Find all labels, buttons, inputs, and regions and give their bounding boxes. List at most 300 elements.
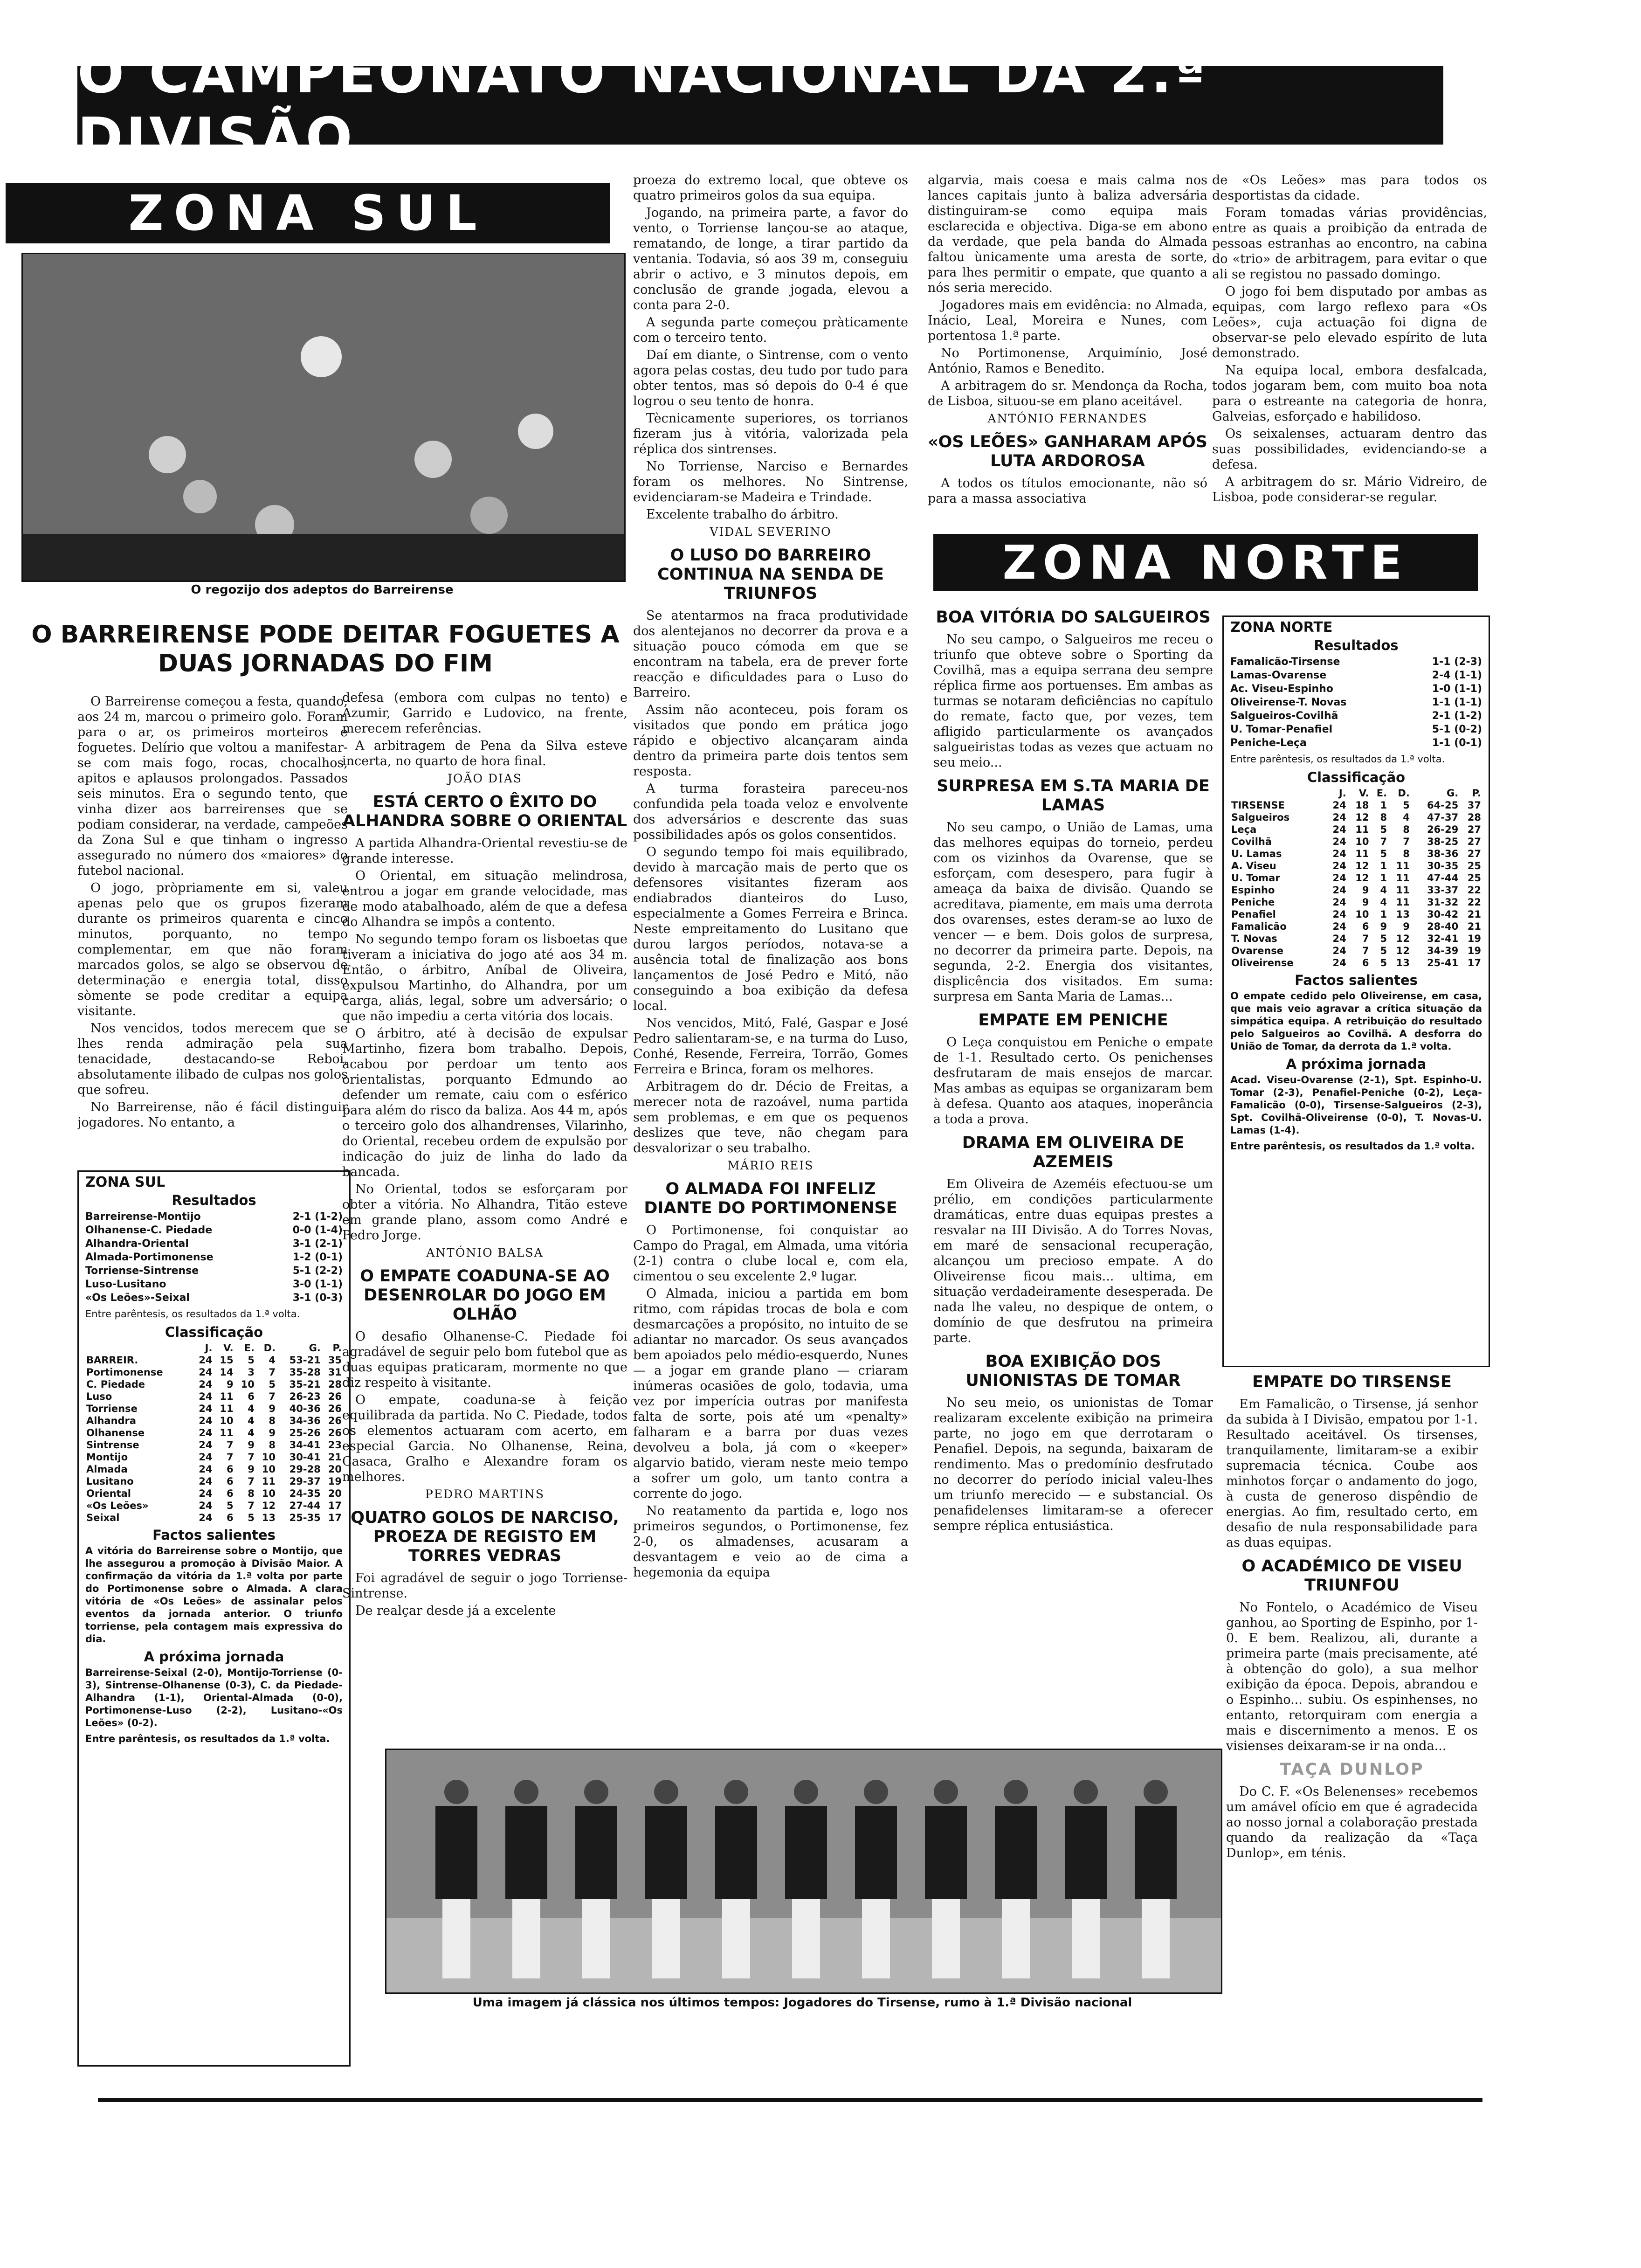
match-teams: Alhandra-Oriental [85, 1238, 189, 1250]
match-score: 2-1 (1-2) [292, 1211, 343, 1223]
table-cell: 9 [248, 1439, 255, 1451]
table-cell: 6 [227, 1476, 234, 1487]
table-cell: «Os Leões» [86, 1500, 149, 1511]
player-body-icon [1065, 1806, 1107, 1899]
table-cell: 12 [1396, 933, 1410, 944]
table-cell: 4 [1403, 812, 1410, 823]
classification-title: Classificação [1307, 769, 1406, 785]
paragraph: No Torriense, Narciso e Bernardes foram os melhores. No Sintrense, evidenciaram-se Madeira e Trindade. [633, 459, 908, 505]
table-cell: 5 [227, 1500, 234, 1511]
table-cell: 24 [1332, 836, 1346, 847]
table-cell: T. Novas [1231, 933, 1277, 944]
table-cell: 64-25 [1427, 800, 1459, 811]
match-score: 1-1 (1-1) [1432, 697, 1482, 708]
table-cell: 1 [1380, 860, 1387, 871]
result-row [85, 1210, 343, 1224]
header-cell: V. [223, 1342, 234, 1354]
peniche-headline: EMPATE EM PENICHE [978, 1011, 1168, 1030]
table-cell: 4 [1380, 897, 1387, 908]
table-cell: 7 [1380, 836, 1387, 847]
table-cell: 29-37 [289, 1476, 321, 1487]
table-cell: BARREIR. [86, 1355, 138, 1366]
match-score: 5-1 (0-2) [1432, 724, 1482, 735]
table-cell: 3 [248, 1367, 255, 1378]
next-round-note: Entre parêntesis, os resultados da 1.ª volta. [1230, 1141, 1475, 1152]
result-row [1230, 723, 1482, 736]
result-row [1230, 682, 1482, 696]
paragraph: O Barreirense começou a festa, quando, aos 24 m, marcou o primeiro golo. Foram para o ar, os primeiros morteiros e foguetes. Delírio que voltou a manifestar-se com mais fogo, rocas, chocalhos, apitos e aplausos prolongados. Passados seis minutos. Era o segundo tento, que vinha dizer aos barreirenses que se podiam considerar, na verdade, campeões da Zona Sul e que tinham o ingresso assegurado no número dos «maiores» do futebol nacional. [77, 694, 348, 878]
table-cell: 24 [199, 1439, 213, 1451]
table-cell: 12 [1355, 872, 1369, 884]
table-cell: 6 [227, 1464, 234, 1475]
table-cell: 24 [199, 1367, 213, 1378]
table-cell: 1 [1380, 909, 1387, 920]
table-cell: A. Viseu [1231, 860, 1276, 871]
match-teams: Lamas-Ovarense [1230, 670, 1327, 681]
table-cell: 24 [1332, 921, 1346, 932]
table-cell: 11 [1355, 824, 1369, 835]
table-cell: 4 [248, 1427, 255, 1438]
tirsense-team-photo [385, 1749, 1222, 1994]
results-title: Resultados [1314, 637, 1399, 653]
almada-headline: O ALMADA FOI INFELIZ DIANTE DO PORTIMONENSE [644, 1180, 897, 1217]
table-cell: 24 [1332, 824, 1346, 835]
table-cell: 5 [1380, 945, 1387, 956]
box-title: ZONA NORTE [1230, 619, 1333, 636]
table-cell: 27 [1467, 848, 1481, 859]
table-cell: Espinho [1231, 885, 1275, 896]
table-cell: 24 [199, 1415, 213, 1426]
table-cell: 12 [1355, 812, 1369, 823]
table-cell: 8 [248, 1488, 255, 1499]
table-cell: U. Tomar [1231, 872, 1280, 884]
header-cell: D. [263, 1342, 276, 1354]
paragraph: Se atentarmos na fraca produtividade dos alentejanos no decorrer da prova e a situação pouco cómoda em que se encontram na tabela, era de prever forte reacção e dificuldades para o Luso do Barreiro. [633, 608, 908, 700]
table-cell: Luso [86, 1391, 112, 1402]
paragraph: Excelente trabalho do árbitro. [646, 507, 839, 522]
table-cell: Sintrense [86, 1439, 139, 1451]
table-cell: 6 [248, 1391, 255, 1402]
paragraph: Foram tomadas várias providências, entre as quais a proibição da entrada de pessoas estranhas ao encontro, na cabina do «trio» de arbitragem, para evitar o que ali se registou no passado domingo. [1212, 206, 1487, 282]
header-cell: J. [205, 1342, 213, 1354]
table-cell: 7 [269, 1391, 276, 1402]
zona-norte-banner: ZONA NORTE [933, 534, 1478, 591]
table-cell: 24 [199, 1512, 213, 1523]
player-legs-icon [652, 1899, 680, 1978]
table-cell: 6 [1362, 921, 1369, 932]
table-cell: 13 [1396, 909, 1410, 920]
header-cell: P. [332, 1342, 342, 1354]
table-cell: Penafiel [1231, 909, 1276, 920]
table-cell: 11 [262, 1476, 276, 1487]
match-teams: Barreirense-Montijo [85, 1211, 201, 1223]
header-cell: V. [1358, 788, 1369, 799]
table-cell: TIRSENSE [1231, 800, 1285, 811]
table-cell: 20 [328, 1464, 342, 1475]
table-row [1230, 836, 1482, 848]
table-cell: Oriental [86, 1488, 131, 1499]
table-cell: 37 [1467, 800, 1481, 811]
paragraph: O Oriental, em situação melindrosa, entrou a jogar em grande velocidade, mas de modo atabalhoado, além de que a defesa do Alhandra se impôs a contento. [342, 869, 627, 929]
player-legs-icon [792, 1899, 820, 1978]
table-cell: 10 [1355, 836, 1369, 847]
table-row [1230, 811, 1482, 823]
table-cell: 24 [199, 1476, 213, 1487]
table-cell: 34-36 [289, 1415, 321, 1426]
player-body-icon [785, 1806, 827, 1899]
player-body-icon [855, 1806, 897, 1899]
paragraph: O Almada, iniciou a partida em bom ritmo, com rápidas trocas de bola e com desmarcações a propósito, no intuito de se adiantar no marcador. Os seus avançados bem apoiados pelo médio-esquerdo, Nunes — a jogar em grande plano — criaram inúmeras ocasiões de golo, todavia, uma vez por imperícia outras por manifesta falta de sorte, pois até um «penalty» falharam e a barra por duas vezes devolveu a bola, já com o «keeper» algarvio batido, vieram neste meio tempo a sofrer um golo, um tanto contra a corrente do jogo. [633, 1286, 908, 1501]
table-cell: 9 [1380, 921, 1387, 932]
results-note: Entre parêntesis, os resultados da 1.ª volta. [1230, 754, 1445, 765]
paragraph: Jogadores mais em evidência: no Almada, Inácio, Leal, Moreira e Nunes, com portentosa 1.ª parte. [928, 298, 1207, 343]
table-cell: 17 [1467, 957, 1481, 968]
table-cell: 11 [1396, 872, 1410, 884]
header-cell: P. [1472, 788, 1481, 799]
table-cell: 19 [1467, 945, 1481, 956]
table-cell: 11 [220, 1403, 234, 1414]
table-cell: 24 [1332, 848, 1346, 859]
match-teams: Ac. Viseu-Espinho [1230, 683, 1333, 695]
table-cell: 5 [1403, 800, 1410, 811]
paragraph: O Portimonense, foi conquistar ao Campo do Pragal, em Almada, uma vitória (2-1) contra o clube local e, com ela, cimentou o seu excelente 2.º lugar. [633, 1223, 908, 1284]
next-round-note: Entre parêntesis, os resultados da 1.ª volta. [85, 1733, 330, 1744]
sul-column-2 [342, 690, 627, 1730]
table-cell: 24 [199, 1355, 213, 1366]
table-cell: 11 [1396, 897, 1410, 908]
table-cell: Ovarense [1231, 945, 1284, 956]
table-row [1230, 860, 1482, 872]
table-cell: 5 [248, 1355, 255, 1366]
barreirense-headline: O BARREIRENSE PODE DEITAR FOGUETES A DUAS JORNADAS DO FIM [31, 621, 620, 678]
table-row [85, 1439, 343, 1451]
match-score: 1-2 (0-1) [292, 1252, 343, 1263]
team-players-icon [386, 1750, 1221, 1992]
zona-sul-results-box [77, 1170, 351, 2067]
results-list [85, 1210, 343, 1305]
table-cell: 24 [1332, 800, 1346, 811]
paragraph: A arbitragem do sr. Mário Vidreiro, de Lisboa, pode considerar-se regular. [1212, 475, 1487, 505]
result-row [85, 1237, 343, 1251]
taca-dunlop-headline: TAÇA DUNLOP [1280, 1760, 1424, 1779]
table-cell: 7 [1362, 945, 1369, 956]
byline: VIDAL SEVERINO [710, 525, 832, 539]
result-row [1230, 736, 1482, 750]
paragraph: O jogo foi bem disputado por ambas as equipas, com largo reflexo para «Os Leões», cuja actuação foi digna de observar-se pelo elevado espírito de luta demonstrado. [1212, 284, 1487, 360]
table-cell: 26-29 [1427, 824, 1459, 835]
torres-vedras-headline: QUATRO GOLOS DE NARCISO, PROEZA DE REGISTO EM TORRES VEDRAS [351, 1508, 619, 1565]
paragraph: de «Os Leões» mas para todos os desportistas da cidade. [1212, 173, 1487, 203]
table-cell: 34-41 [289, 1439, 321, 1451]
table-cell: Salgueiros [1231, 812, 1290, 823]
match-teams: U. Tomar-Penafiel [1230, 724, 1333, 735]
facts-title: Factos salientes [152, 1527, 276, 1543]
table-cell: 26-23 [289, 1391, 321, 1402]
match-teams: Famalicão-Tirsense [1230, 656, 1340, 668]
table-cell: 23 [328, 1439, 342, 1451]
table-cell: 24 [1332, 957, 1346, 968]
table-cell: 35 [328, 1355, 342, 1366]
table-cell: 7 [227, 1439, 234, 1451]
table-row [1230, 920, 1482, 933]
table-header [1230, 787, 1482, 799]
paragraph: Nos vencidos, todos merecem que se lhes renda admiração pela sua tenacidade, destacando-se Reboi, absolutamente ilibado de culpas nos golos que sofreu. [77, 1021, 348, 1097]
table-cell: 12 [1355, 860, 1369, 871]
player-legs-icon [512, 1899, 540, 1978]
result-row [1230, 669, 1482, 682]
table-cell: 24 [1332, 872, 1346, 884]
table-cell: 19 [328, 1476, 342, 1487]
table-cell: 7 [227, 1452, 234, 1463]
table-header [85, 1342, 343, 1354]
paragraph: No seu meio, os unionistas de Tomar realizaram excelente exibição na primeira parte, no jogo em que derrotaram o Penafiel. Depois, na segunda, baixaram de rendimento. Mas o predomínio desfrutado no decorrer do período inicial valeu-lhes um triunfo merecido — e substancial. Os penafidelenses limitaram-se a oferecer sempre réplica entusiástica. [933, 1396, 1213, 1533]
table-cell: 35-21 [289, 1379, 321, 1390]
match-score: 0-0 (1-4) [292, 1224, 343, 1236]
table-cell: 25 [1467, 860, 1481, 871]
paragraph: No reatamento da partida e, logo nos primeiros segundos, o Portimonense, fez 2-0, os almadenses, acusaram a desvantagem e veio ao de cima a hegemonia da equipa [633, 1504, 908, 1580]
player-head-icon [654, 1780, 678, 1804]
table-cell: 24 [1332, 945, 1346, 956]
player-legs-icon [1072, 1899, 1100, 1978]
table-cell: 28 [1467, 812, 1481, 823]
match-score: 2-4 (1-1) [1432, 670, 1482, 681]
table-cell: 5 [1380, 824, 1387, 835]
next-round-text: Acad. Viseu-Ovarense (2-1), Spt. Espinho-U. Tomar (2-3), Penafiel-Peniche (0-2), Leça-Famalicão (0-0), Tirsense-Salgueiros (2-3), Spt. Covilhã-Oliveirense (0-0), T. Novas-U. Lamas (1-4). [1230, 1074, 1482, 1136]
table-cell: 12 [262, 1500, 276, 1511]
table-cell: 26 [328, 1391, 342, 1402]
paragraph: No Barreirense, não é fácil distinguir jogadores. No entanto, a [77, 1100, 348, 1130]
paragraph: Na equipa local, embora desfalcada, todos jogaram bem, com muito boa nota para o estreante na categoria de honra, Galveias, esforçado e habilidoso. [1212, 363, 1487, 424]
table-cell: Oliveirense [1231, 957, 1294, 968]
table-row [1230, 872, 1482, 884]
table-cell: 25-35 [289, 1512, 321, 1523]
table-cell: 7 [248, 1476, 255, 1487]
paragraph: Tècnicamente superiores, os torrianos fizeram jus à vitória, valorizada pela réplica dos sintrenses. [633, 411, 908, 456]
paragraph: O empate, coaduna-se à feição equilibrada da partida. No C. Piedade, todos os elementos actuaram com acerto, em especial Garcia. No Olhanense, Reina, Casaca, Gralho e Alexandre foram os melhores. [342, 1393, 627, 1484]
byline: ANTÓNIO BALSA [426, 1246, 544, 1259]
paragraph: No seu campo, o União de Lamas, uma das melhores equipas do torneio, perdeu com os vizinhos da Ovarense, que se esforçam, com desespero, para fugir à ameaça da baixa de divisão. Quando se acreditava, piamente, em mais uma derrota dos ovarenses, estes deram-se ao luxo de vencer — e bem. Dois golos de surpresa, no decorrer da primeira parte. Depois, na segunda, 2-2. Energia dos visitantes, displicência dos visitados. Em suma: surpresa em Santa Maria de Lamas... [933, 820, 1213, 1004]
paragraph: O árbitro, até à decisão de expulsar Martinho, fizera bom trabalho. Depois, acabou por perdoar um tento aos orientalistas, porquanto Edmundo ao defender um remate, caiu com o esférico para além do risco da baliza. Aos 44 m, após o terceiro golo dos alhandrenses, Vilarinho, do Oriental, recebeu ordem de expulsão por indicação do juiz de linha do lado da bancada. [342, 1026, 627, 1179]
table-cell: 24 [1332, 812, 1346, 823]
result-row [85, 1251, 343, 1264]
table-cell: 17 [328, 1512, 342, 1523]
results-note: Entre parêntesis, os resultados da 1.ª volta. [85, 1308, 300, 1320]
table-cell: 29-28 [289, 1464, 321, 1475]
table-row [85, 1427, 343, 1439]
norte-column-1 [933, 602, 1213, 1735]
table-cell: 13 [262, 1512, 276, 1523]
table-cell: 35-28 [289, 1367, 321, 1378]
result-row [85, 1224, 343, 1237]
next-round-title: A próxima jornada [144, 1649, 284, 1665]
table-cell: 40-36 [289, 1403, 321, 1414]
table-cell: 32-41 [1427, 933, 1459, 944]
table-row [85, 1366, 343, 1378]
table-cell: 9 [1362, 897, 1369, 908]
table-cell: 24 [199, 1427, 213, 1438]
paragraph: No seu campo, o Salgueiros me receu o triunfo que obteve sobre o Sporting da Covilhã, mas a equipa serrana deu sempre réplica firme aos portuenses. Em ambas as turmas se notaram deficiências no capítulo do remate, facto que, por vezes, tem afligido particularmente os avançados salgueiristas todas as vezes que actuam no seu meio... [933, 632, 1213, 770]
table-row [1230, 848, 1482, 860]
classification-table [1230, 787, 1482, 969]
table-row [1230, 908, 1482, 920]
table-cell: 26 [328, 1427, 342, 1438]
table-cell: Covilhã [1231, 836, 1272, 847]
tomar-headline: BOA EXIBIÇÃO DOS UNIONISTAS DE TOMAR [965, 1352, 1181, 1390]
crowd-photo-icon [23, 254, 624, 581]
table-cell: 1 [1380, 872, 1387, 884]
table-cell: 5 [269, 1379, 276, 1390]
table-cell: 11 [220, 1391, 234, 1402]
table-cell: 31 [328, 1367, 342, 1378]
table-cell: 24 [1332, 860, 1346, 871]
table-cell: 24 [199, 1379, 213, 1390]
table-cell: Famalicão [1231, 921, 1287, 932]
table-cell: 24 [199, 1403, 213, 1414]
table-cell: Montijo [86, 1452, 128, 1463]
paragraph: O segundo tempo foi mais equilibrado, devido à marcação mais de perto que os defensores visitantes fizeram aos endiabrados dianteiros do Luso, especialmente a Gomes Ferreira e Brinca. Neste empreitamento do Lusitano que durou largos períodos, notava-se a ausência total de finalização aos bons lançamentos de José Pedro e Mitó, não conseguindo a boa exibição da defesa local. [633, 845, 908, 1013]
player-head-icon [1004, 1780, 1028, 1804]
match-score: 3-1 (2-1) [292, 1238, 343, 1250]
table-row [1230, 933, 1482, 945]
table-cell: 15 [220, 1355, 234, 1366]
classification-title: Classificação [165, 1324, 263, 1340]
table-cell: 24-35 [289, 1488, 321, 1499]
table-cell: Torriense [86, 1403, 138, 1414]
player-body-icon [575, 1806, 617, 1899]
lamas-headline: SURPRESA EM S.TA MARIA DE LAMAS [937, 777, 1210, 815]
result-row [1230, 709, 1482, 723]
player-body-icon [435, 1806, 477, 1899]
table-cell: 6 [1362, 957, 1369, 968]
player-head-icon [934, 1780, 958, 1804]
fans-celebration-photo [21, 253, 626, 582]
match-teams: «Os Leões»-Seixal [85, 1292, 190, 1304]
table-cell: 30-41 [289, 1452, 321, 1463]
paragraph: Daí em diante, o Sintrense, com o vento agora pelas costas, deu tudo por tudo para obter tentos, mas só depois do 0-4 é que logrou o seu tento de honra. [633, 348, 908, 408]
table-row [85, 1487, 343, 1500]
table-cell: 1 [1380, 800, 1387, 811]
table-cell: 53-21 [289, 1355, 321, 1366]
table-cell: 5 [1380, 957, 1387, 968]
match-teams: Salgueiros-Covilhã [1230, 710, 1338, 722]
table-cell: 11 [1396, 885, 1410, 896]
player-head-icon [444, 1780, 469, 1804]
table-cell: U. Lamas [1231, 848, 1282, 859]
table-cell: 7 [248, 1500, 255, 1511]
player-body-icon [925, 1806, 967, 1899]
facts-title: Factos salientes [1295, 972, 1418, 988]
table-cell: C. Piedade [86, 1379, 145, 1390]
match-score: 1-1 (2-3) [1432, 656, 1482, 668]
table-cell: 26 [328, 1403, 342, 1414]
norte-column-2 [1226, 1366, 1478, 2010]
table-cell: 10 [262, 1464, 276, 1475]
tirsense-headline: EMPATE DO TIRSENSE [1252, 1373, 1452, 1391]
table-cell: 9 [248, 1464, 255, 1475]
table-cell: 38-25 [1427, 836, 1459, 847]
player-legs-icon [722, 1899, 750, 1978]
table-cell: 47-37 [1427, 812, 1459, 823]
table-cell: 34-39 [1427, 945, 1459, 956]
result-row [85, 1291, 343, 1305]
table-row [85, 1378, 343, 1390]
facts-text: A vitória do Barreirense sobre o Montijo, que lhe assegurou a promoção à Divisão Maior. A confirmação da vitória da 1.ª volta por parte do Portimonense sobre o Almada. A clara vitória de «Os Leões» de assinalar pelos eventos da jornada anterior. O triunfo torriense, pela contagem mais expressiva do dia. [85, 1545, 343, 1645]
sul-column-5 [1212, 173, 1487, 527]
match-teams: Almada-Portimonense [85, 1252, 214, 1263]
box-title: ZONA SUL [85, 1174, 165, 1190]
leoes-headline: «OS LEÕES» GANHARAM APÓS LUTA ARDOROSA [928, 433, 1207, 470]
zona-sul-banner: ZONA SUL [6, 183, 610, 243]
barreirense-article [77, 694, 348, 1165]
table-cell: 12 [1396, 945, 1410, 956]
player-head-icon [864, 1780, 888, 1804]
table-cell: 9 [269, 1427, 276, 1438]
table-row [85, 1390, 343, 1403]
match-score: 1-0 (1-1) [1432, 683, 1482, 695]
table-cell: 9 [227, 1379, 234, 1390]
paragraph: Em Oliveira de Azeméis efectuou-se um prélio, em condições particularmente dramáticas, entre duas equipas prestes a resvalar na III Divisão. A do Torres Novas, em maré de sensacional recuperação, alcançou um precioso empate. A do Oliveirense ficou mais... ultima, em situação verdadeiramente desesperada. De nada lhe valeu, no despique de ontem, o domínio de que desfrutou na primeira parte. [933, 1177, 1213, 1345]
table-row [85, 1403, 343, 1415]
alhandra-headline: ESTÁ CERTO O ÊXITO DO ALHANDRA SOBRE O ORIENTAL [342, 793, 627, 830]
table-cell: Almada [86, 1464, 128, 1475]
table-cell: 4 [1380, 885, 1387, 896]
table-cell: 6 [227, 1488, 234, 1499]
table-cell: 28 [328, 1379, 342, 1390]
next-round-text: Barreirense-Seixal (2-0), Montijo-Torriense (0-3), Sintrense-Olhanense (0-3), C. da Piedade-Alhandra (1-1), Oriental-Almada (0-0), Portimonense-Luso (2-2), Lusitano-«Os Leões» (0-2). [85, 1667, 343, 1729]
byline: MÁRIO REIS [727, 1159, 814, 1172]
table-cell: 14 [220, 1367, 234, 1378]
table-row [85, 1354, 343, 1366]
table-row [1230, 957, 1482, 969]
table-cell: 25 [1467, 872, 1481, 884]
table-cell: 24 [199, 1464, 213, 1475]
table-cell: 24 [1332, 897, 1346, 908]
header-cell: J. [1338, 788, 1346, 799]
sul-column-4 [928, 173, 1207, 527]
facts-text: O empate cedido pelo Oliveirense, em casa, que mais veio agravar a crítica situação da simpática equipa. A retribuição do resultado pelo Salgueiros ao Covilhã. A desforra do União de Tomar, da derrota da 1.ª volta. [1230, 990, 1482, 1052]
byline: ANTÓNIO FERNANDES [987, 412, 1148, 425]
player-head-icon [1144, 1780, 1168, 1804]
classification-table [85, 1342, 343, 1524]
paragraph: No Oriental, todos se esforçaram por obter a vitória. No Alhandra, Titão esteve em grande plano, assom como André e Pedro Jorge. [342, 1182, 627, 1243]
table-cell: 7 [1362, 933, 1369, 944]
table-cell: 24 [1332, 933, 1346, 944]
match-teams: Luso-Lusitano [85, 1279, 166, 1290]
player-body-icon [1135, 1806, 1177, 1899]
table-cell: 8 [269, 1415, 276, 1426]
table-cell: 24 [199, 1500, 213, 1511]
table-cell: Leça [1231, 824, 1257, 835]
match-score: 1-1 (0-1) [1432, 737, 1482, 749]
paragraph: A segunda parte começou pràticamente com o terceiro tento. [633, 315, 908, 345]
olhao-headline: O EMPATE COADUNA-SE AO DESENROLAR DO JOGO EM OLHÃO [360, 1267, 610, 1324]
table-row [1230, 945, 1482, 957]
table-cell: 10 [1355, 909, 1369, 920]
result-row [85, 1278, 343, 1291]
result-row [1230, 655, 1482, 669]
byline: PEDRO MARTINS [425, 1487, 545, 1501]
table-cell: 8 [269, 1439, 276, 1451]
match-teams: Peniche-Leça [1230, 737, 1307, 749]
player-head-icon [724, 1780, 748, 1804]
paragraph: defesa (embora com culpas no tento) e Azumir, Garrido e Ludovico, na frente, merecem referências. [342, 691, 627, 736]
table-cell: Portimonense [86, 1367, 163, 1378]
table-cell: Seixal [86, 1512, 120, 1523]
table-row [1230, 884, 1482, 896]
paragraph: Foi agradável de seguir o jogo Torriense-Sintrense. [342, 1571, 627, 1601]
header-cell: E. [1376, 788, 1387, 799]
table-cell: 10 [220, 1415, 234, 1426]
